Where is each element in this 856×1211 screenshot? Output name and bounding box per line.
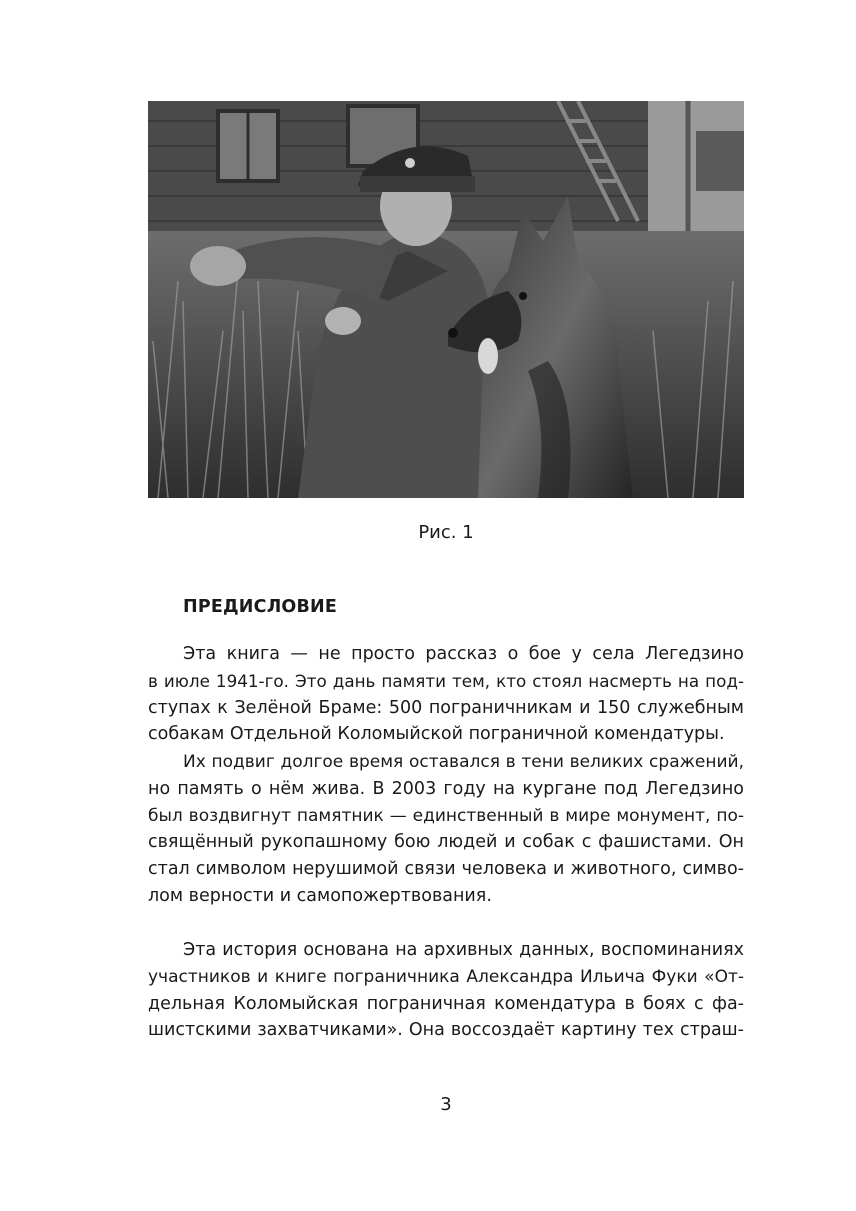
paragraph-line: стал символом нерушимой связи человека и животного, симво- <box>148 859 744 880</box>
paragraph-line: Эта книга — не просто рассказ о бое у села Легедзино <box>183 644 744 664</box>
paragraph-line: ступах к Зелёной Браме: 500 пограничникам и 150 служебным <box>148 697 744 718</box>
paragraph-line: но память о нём жива. В 2003 году на кургане под Легедзино <box>148 778 744 799</box>
paragraph-1 <box>148 641 744 748</box>
figure-photo <box>148 101 744 498</box>
paragraph-line: Эта история основана на архивных данных, воспоминаниях <box>183 940 744 960</box>
paragraph-line: был воздвигнут памятник — единственный в мире монумент, по- <box>148 805 744 826</box>
paragraph-2 <box>148 749 744 910</box>
paragraph-3 <box>148 937 744 1044</box>
paragraph-line: лом верности и самопожертвования. <box>148 885 492 906</box>
soldier-with-dog-photo <box>148 101 744 498</box>
paragraph-line: Их подвиг долгое время оставался в тени великих сражений, <box>183 752 744 772</box>
section-heading: ПРЕДИСЛОВИЕ <box>183 597 338 617</box>
paragraph-line: свящённый рукопашному бою людей и собак с фашистами. Он <box>148 832 744 853</box>
figure-caption: Рис. 1 <box>418 522 474 543</box>
page-number: 3 <box>440 1094 452 1115</box>
paragraph-line: собакам Отдельной Коломыйской пограничной комендатуры. <box>148 724 725 745</box>
paragraph-line: в июле 1941-го. Это дань памяти тем, кто стоял насмерть на под- <box>148 670 744 691</box>
paragraph-line: участников и книге пограничника Александра Ильича Фуки «От- <box>148 966 744 987</box>
paragraph-line: шистскими захватчиками». Она воссоздаёт картину тех страш- <box>148 1020 744 1041</box>
paragraph-line: дельная Коломыйская пограничная комендатура в боях с фа- <box>148 993 744 1014</box>
